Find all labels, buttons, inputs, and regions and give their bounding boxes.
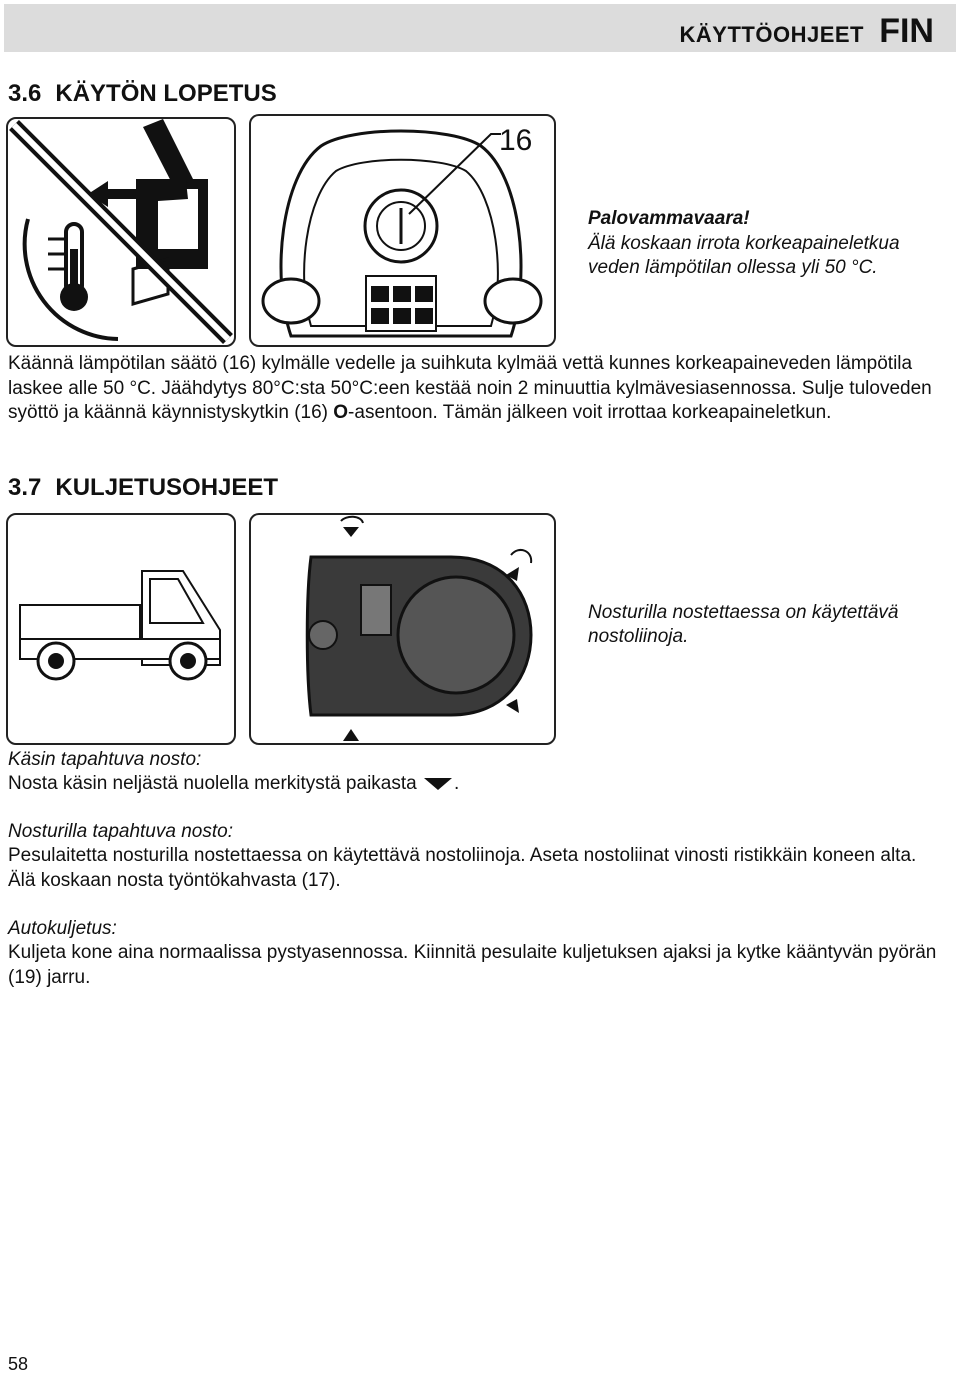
paragraph-shutdown (8, 352, 948, 426)
lift-point-arrow-icon (343, 729, 359, 741)
callout-label-16: 16 (499, 124, 533, 157)
car-transport-label: Autokuljetus: (8, 918, 117, 939)
manual-lift-label: Käsin tapahtuva nosto: (8, 749, 202, 770)
section-heading-3-7 (8, 474, 278, 502)
manual-lift-text-before: Nosta käsin neljästä nuolella merkitystä paikasta (8, 773, 417, 794)
car-transport-text: Kuljeta kone aina normaalissa pystyasennossa. Kiinnitä pesulaite kuljetuksen ajaksi ja kytke kääntyvän pyörän (19) jarru. (8, 942, 937, 988)
crane-lift-label: Nosturilla tapahtuva nosto: (8, 821, 233, 842)
control-panel-illustration (249, 114, 556, 347)
paragraph-shutdown-part1: Käännä lämpötilan säätö (16) kylmälle vedelle ja suihkuta kylmää vettä kunnes korkeapaineveden lämpötila laskee alle 50 °C. Jäähdytys 80°C:sta 50°C:een kestää noin 2 minuuttia kylmävesiasennossa. Sulje tuloveden syöttö ja käännä käynnistyskytkin (16) (8, 353, 932, 423)
switch-position-o: O (333, 402, 349, 423)
hand-icon (341, 517, 363, 523)
lift-point-marker-icon (424, 778, 452, 790)
lifting-points-illustration (249, 513, 556, 745)
prohibition-illustration (6, 117, 236, 347)
section-number: 3.7 (8, 474, 42, 501)
section-title: KULJETUSOHJEET (55, 474, 279, 501)
crane-lift-text: Pesulaitetta nosturilla nostettaessa on käytettävä nostoliinoja. Aseta nostoliinat vinosti ristikkäin koneen alta. Älä koskaan nosta työntökahvasta (17). (8, 845, 917, 891)
hand-icon (511, 550, 531, 563)
no-disconnect-hot-icon (8, 119, 234, 345)
paragraph-shutdown-part2: -asentoon. Tämän jälkeen voit irrottaa korkeapaineletkun. (348, 402, 832, 423)
warning-text: Älä koskaan irrota korkeapaineletkua veden lämpötilan ollessa yli 50 °C. (588, 233, 900, 278)
header-title: KÄYTTÖOHJEET (679, 22, 864, 47)
section-title: KÄYTÖN LOPETUS (55, 80, 277, 107)
lift-point-arrow-icon (506, 699, 519, 713)
truck-icon (8, 515, 234, 743)
section-number: 3.6 (8, 80, 42, 107)
warning-title: Palovammavaara! (588, 208, 750, 229)
crane-note: Nosturilla nostettaessa on käytettävä nostoliinoja. (588, 602, 899, 647)
header-bar (4, 4, 956, 52)
manual-lift-text-after: . (454, 773, 460, 794)
machine-top-view-drawing (251, 515, 554, 743)
lift-point-arrow-icon (343, 527, 359, 537)
header-language-code: FIN (879, 12, 934, 50)
truck-illustration (6, 513, 236, 745)
section-heading-3-6 (8, 80, 277, 108)
manual-lift-text (8, 772, 948, 797)
page-number: 58 (8, 1354, 29, 1374)
